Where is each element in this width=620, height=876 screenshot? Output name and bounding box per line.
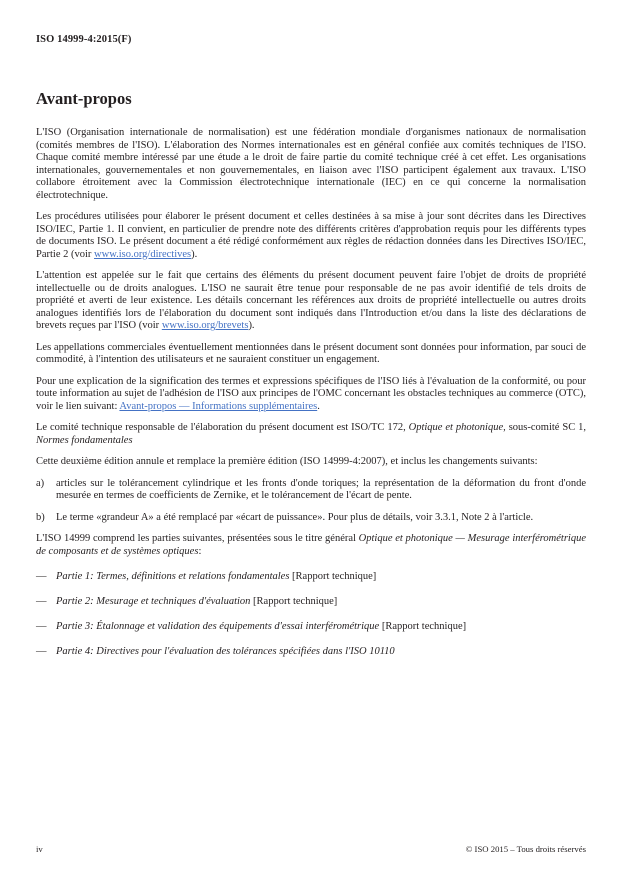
para-edition	[36, 456, 586, 469]
text-run: Cette deuxième édition annule et remplace la première édition (ISO 14999-4:2007), et inclus les changements suivants:	[36, 456, 538, 467]
text-run: Normes fondamentales	[36, 434, 133, 446]
text-run: :	[198, 545, 202, 557]
para-wto	[36, 376, 586, 414]
change-item-a	[36, 478, 586, 503]
page-footer	[36, 844, 586, 854]
para-series	[36, 533, 586, 558]
series-part-2	[36, 596, 586, 609]
para-patents	[36, 270, 586, 333]
text-run: L'ISO 14999 comprend les parties suivantes, présentées sous le titre général	[36, 533, 359, 544]
page-number: iv	[36, 844, 43, 854]
series-part-1	[36, 571, 586, 584]
text-run: Optique et photonique,	[408, 422, 506, 433]
para-procedures	[36, 211, 586, 261]
text-run: ).	[191, 248, 198, 260]
text-run: Partie 2: Mesurage et techniques d'évaluation	[56, 595, 251, 607]
para-iso-description	[36, 127, 586, 202]
text-run: Partie 4: Directives pour l'évaluation des tolérances spécifiées dans l'ISO 10110	[56, 645, 395, 657]
text-run: Optique et photonique — Mesurage interférométrique de composants et de systèmes optiques	[36, 533, 586, 557]
text-run: [Rapport technique]	[379, 620, 467, 632]
list-item-label: a)	[36, 477, 45, 489]
text-run: Partie 1: Termes, définitions et relations fondamentales	[56, 570, 290, 582]
text-run: Pour une explication de la signification des termes et expressions spécifiques de l'ISO liés à l'évaluation de la conformité, ou pour toute information au sujet de l'adhésion de l'ISO aux principes de l'OMC concernant les obstacles techniques au commerce (OTC), voir le lien suivant:	[36, 375, 586, 412]
link-iso-brevets[interactable]: www.iso.org/brevets	[161, 320, 249, 331]
list-item-label: —	[36, 595, 47, 607]
text-run: Les procédures utilisées pour élaborer le présent document et celles destinées à sa mise à jour sont décrites dans les Directives ISO/IEC, Partie 1. Il convient, en particulier de prendre note des différents critères d'approbation requis pour les différents types de documents ISO. Le présent document a été rédigé conformément aux règles de rédaction données dans les Directives ISO/IEC, Partie 2 (voir	[36, 211, 586, 260]
text-run: L'ISO (Organisation internationale de normalisation) est une fédération mondiale d'organismes nationaux de normalisation (comités membres de l'ISO). L'élaboration des Normes internationales est en général confiée aux comités techniques de l'ISO. Chaque comité membre intéressé par une étude a le droit de faire partie du comité technique créé à cet effet. Les organisations internationales, gouvernementales et non gouvernementales, en liaison avec l'ISO participent également aux travaux. L'ISO collabore étroitement avec la Commission électrotechnique internationale (IEC) en ce qui concerne la normalisation électrotechnique.	[36, 127, 586, 201]
text-run: articles sur le tolérancement cylindrique et les fronts d'onde toriques; la représentation de la déformation du front d'onde mesurée en termes de coefficients de Zernike, et le tolérancement de l'écart de pente.	[56, 477, 586, 501]
text-run: .	[317, 400, 320, 412]
series-part-4	[36, 646, 586, 659]
copyright-notice: © ISO 2015 – Tous droits réservés	[465, 844, 586, 854]
para-trade-names	[36, 342, 586, 367]
text-run: Le terme «grandeur A» a été remplacé par «écart de puissance». Pour plus de détails, voir 3.3.1, Note 2 à l'article.	[56, 511, 534, 523]
document-body	[36, 127, 586, 658]
list-item-label: —	[36, 645, 47, 657]
list-item-label: b)	[36, 511, 45, 523]
list-item-label: —	[36, 570, 47, 582]
link-avant-propos-informations[interactable]: Avant-propos — Informations supplémentaires	[119, 400, 318, 412]
text-run: ).	[248, 320, 255, 331]
list-item-label: —	[36, 620, 47, 632]
text-run: [Rapport technique]	[250, 595, 338, 607]
text-run: sous-comité SC 1,	[505, 422, 587, 433]
series-part-3	[36, 621, 586, 634]
text-run: L'attention est appelée sur le fait que certains des éléments du présent document peuvent faire l'objet de droits de propriété intellectuelle ou de droits analogues. L'ISO ne saurait être tenue pour responsable de ne pas avoir identifié de tels droits de propriété et averti de leur existence. Les détails concernant les références aux droits de propriété intellectuelle ou autres droits analogues identifiés lors de l'élaboration du document sont indiqués dans l'Introduction et/ou dans la liste des déclarations de brevets reçues par l'ISO (voir	[36, 270, 586, 331]
document-reference: ISO 14999-4:2015(F)	[36, 34, 132, 45]
change-item-b	[36, 512, 586, 525]
text-run: Le comité technique responsable de l'élaboration du présent document est ISO/TC 172,	[36, 422, 409, 433]
text-run: Les appellations commerciales éventuellement mentionnées dans le présent document sont données pour information, par souci de commodité, à l'intention des utilisateurs et ne sauraient constituer un engagement.	[36, 341, 586, 365]
text-run: [Rapport technique]	[289, 570, 377, 582]
page-title: Avant-propos	[36, 89, 132, 108]
link-iso-directives[interactable]: www.iso.org/directives	[94, 248, 192, 260]
para-committee	[36, 422, 586, 447]
text-run: Partie 3: Étalonnage et validation des équipements d'essai interférométrique	[56, 620, 380, 632]
